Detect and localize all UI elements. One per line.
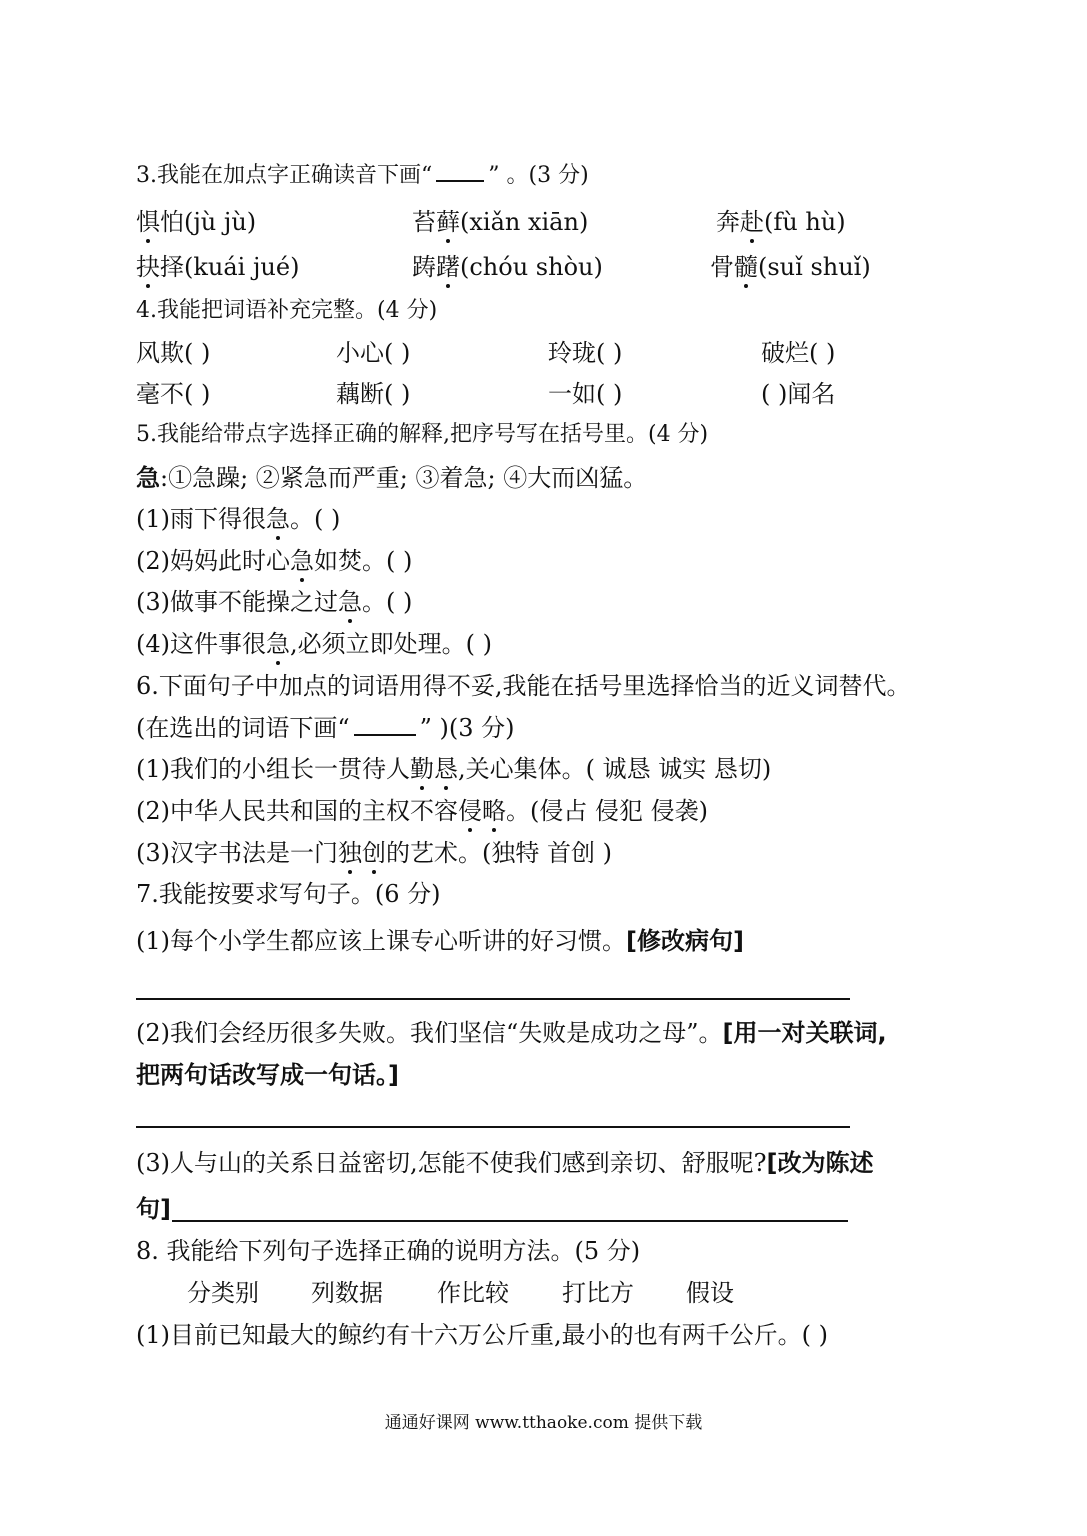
pinyin-options: (suǐ shuǐ) [758,253,871,281]
q5-item-4[interactable] [136,628,492,660]
q3-item-4 [136,251,299,283]
q8-method-2: 列数据 [311,1279,383,1307]
q5-key-char: 急 [136,464,160,492]
sentence-text: (1)我们的小组长一贯待人 [136,755,410,783]
sentence-text: 。( ) [290,505,341,533]
sentence-text: (3)人与山的关系日益密切,怎能不使我们感到亲切、舒服呢? [136,1149,767,1177]
q3-item-6 [710,251,871,283]
pinyin-options: (jù jù) [184,208,257,236]
q7-sentence-3 [136,1147,873,1179]
q4-blank-4[interactable]: 破烂( ) [761,339,836,367]
q5-title: 5.我能给带点字选择正确的解释,把序号写在括号里。(4 分) [136,422,709,447]
word-rest: 怕 [160,208,184,236]
q5-item-3[interactable] [136,586,412,618]
choice-text: 。(侵占 侵犯 侵袭) [506,797,708,825]
q6-subtitle-text: (在选出的词语下画“ [136,714,350,742]
q3-title-text: 3.我能在加点字正确读音下画“ [136,163,433,188]
sentence-text: (3)汉字书法是一门 [136,839,338,867]
word-rest: 择 [160,253,184,281]
q6-underline-sample [354,716,416,736]
q4-blank-5[interactable]: 毫不( ) [136,380,211,408]
q8-method-5: 假设 [686,1279,734,1307]
q8-method-1: 分类别 [187,1279,259,1307]
q5-item-2[interactable] [136,545,412,577]
q4-title: 4.我能把词语补充完整。(4 分) [136,298,438,323]
pinyin-options: (fù hù) [764,208,846,236]
dotted-char: 创 [362,839,386,867]
q3-item-5 [412,251,603,283]
q8-method-4: 打比方 [562,1279,634,1307]
q5-options [136,462,647,494]
choice-text: ,关心集体。( 诚恳 诚实 恳切) [458,755,772,783]
sentence-text: (2)妈妈此时心 [136,547,290,575]
q7-answer-line-1[interactable] [136,998,850,1000]
q7-title: 7.我能按要求写句子。(6 分) [136,880,441,908]
q7-answer-line-2[interactable] [136,1126,850,1128]
q8-method-3: 作比较 [437,1279,509,1307]
requirement-label: [用一对关联词, [722,1019,887,1047]
sentence-text: (2)中华人民共和国的主权不容 [136,797,458,825]
q4-blank-8[interactable]: ( )闻名 [761,380,836,408]
q6-subtitle [136,712,515,744]
dotted-char: 独 [338,839,362,867]
choice-text: 的艺术。(独特 首创 ) [386,839,612,867]
dotted-char: 抉 [136,253,160,281]
sentence-text: (3)做事不能操之过 [136,588,338,616]
sentence-text: 。( ) [362,588,413,616]
requirement-label: [改为陈述 [766,1149,874,1177]
q7-sentence-1 [136,925,744,957]
dotted-char: 惧 [136,208,160,236]
dotted-char: 躇 [436,253,460,281]
q4-blank-3[interactable]: 玲珑( ) [548,339,623,367]
dotted-char: 髓 [734,253,758,281]
q4-blank-1[interactable]: 风欺( ) [136,339,211,367]
q7-sentence-3-requirement-cont: 句] [136,1195,171,1223]
dotted-char: 恳 [434,755,458,783]
q3-underline-sample [436,162,484,182]
sentence-text: (4)这件事很 [136,630,266,658]
dotted-char: 赴 [740,208,764,236]
q6-item-3[interactable] [136,837,612,869]
q3-item-2 [412,206,588,238]
q7-answer-line-3[interactable] [172,1220,848,1222]
q5-item-1[interactable] [136,503,340,535]
sentence-text: (1)雨下得很 [136,505,266,533]
dotted-char: 侵 [458,797,482,825]
requirement-label: [修改病句] [626,927,744,955]
word-rest: 踌 [412,253,436,281]
sentence-text: (1)每个小学生都应该上课专心听讲的好习惯。 [136,927,626,955]
sentence-text: 如焚。( ) [314,547,413,575]
q8-title: 8. 我能给下列句子选择正确的说明方法。(5 分) [136,1237,641,1265]
q8-sentence-1[interactable]: (1)目前已知最大的鲸约有十六万公斤重,最小的也有两千公斤。( ) [136,1321,828,1349]
dotted-char: 急 [338,588,362,616]
q4-blank-7[interactable]: 一如( ) [548,380,623,408]
pinyin-options: (chóu shòu) [460,253,603,281]
word-rest: 骨 [710,253,734,281]
dotted-char: 急 [266,630,290,658]
sentence-text: ,必须立即处理。( ) [290,630,492,658]
dotted-char: 急 [290,547,314,575]
dotted-char: 勤 [410,755,434,783]
pinyin-options: (xiǎn xiān) [460,208,589,236]
q3-title [136,161,589,191]
page-footer: 通通好课网 www.tthaoke.com 提供下载 [384,1413,703,1433]
pinyin-options: (kuái jué) [184,253,300,281]
word-rest: 奔 [716,208,740,236]
q3-item-3 [716,206,846,238]
q6-subtitle-points: ” )(3 分) [419,714,515,742]
word-rest: 苔 [412,208,436,236]
sentence-text: (2)我们会经历很多失败。我们坚信“失败是成功之母”。 [136,1019,723,1047]
q5-option-list: :①急躁; ②紧急而严重; ③着急; ④大而凶猛。 [160,464,648,492]
q6-title: 6.下面句子中加点的词语用得不妥,我能在括号里选择恰当的近义词替代。 [136,672,911,700]
q6-item-2[interactable] [136,795,708,827]
q7-sentence-2 [136,1017,887,1049]
q4-blank-2[interactable]: 小心( ) [336,339,411,367]
dotted-char: 急 [266,505,290,533]
q4-blank-6[interactable]: 藕断( ) [336,380,411,408]
dotted-char: 藓 [436,208,460,236]
q7-sentence-2-requirement-cont: 把两句话改写成一句话。] [136,1061,399,1089]
dotted-char: 略 [482,797,506,825]
q3-item-1 [136,206,256,238]
q6-item-1[interactable] [136,753,771,785]
q3-title-points: ” 。(3 分) [488,163,589,188]
